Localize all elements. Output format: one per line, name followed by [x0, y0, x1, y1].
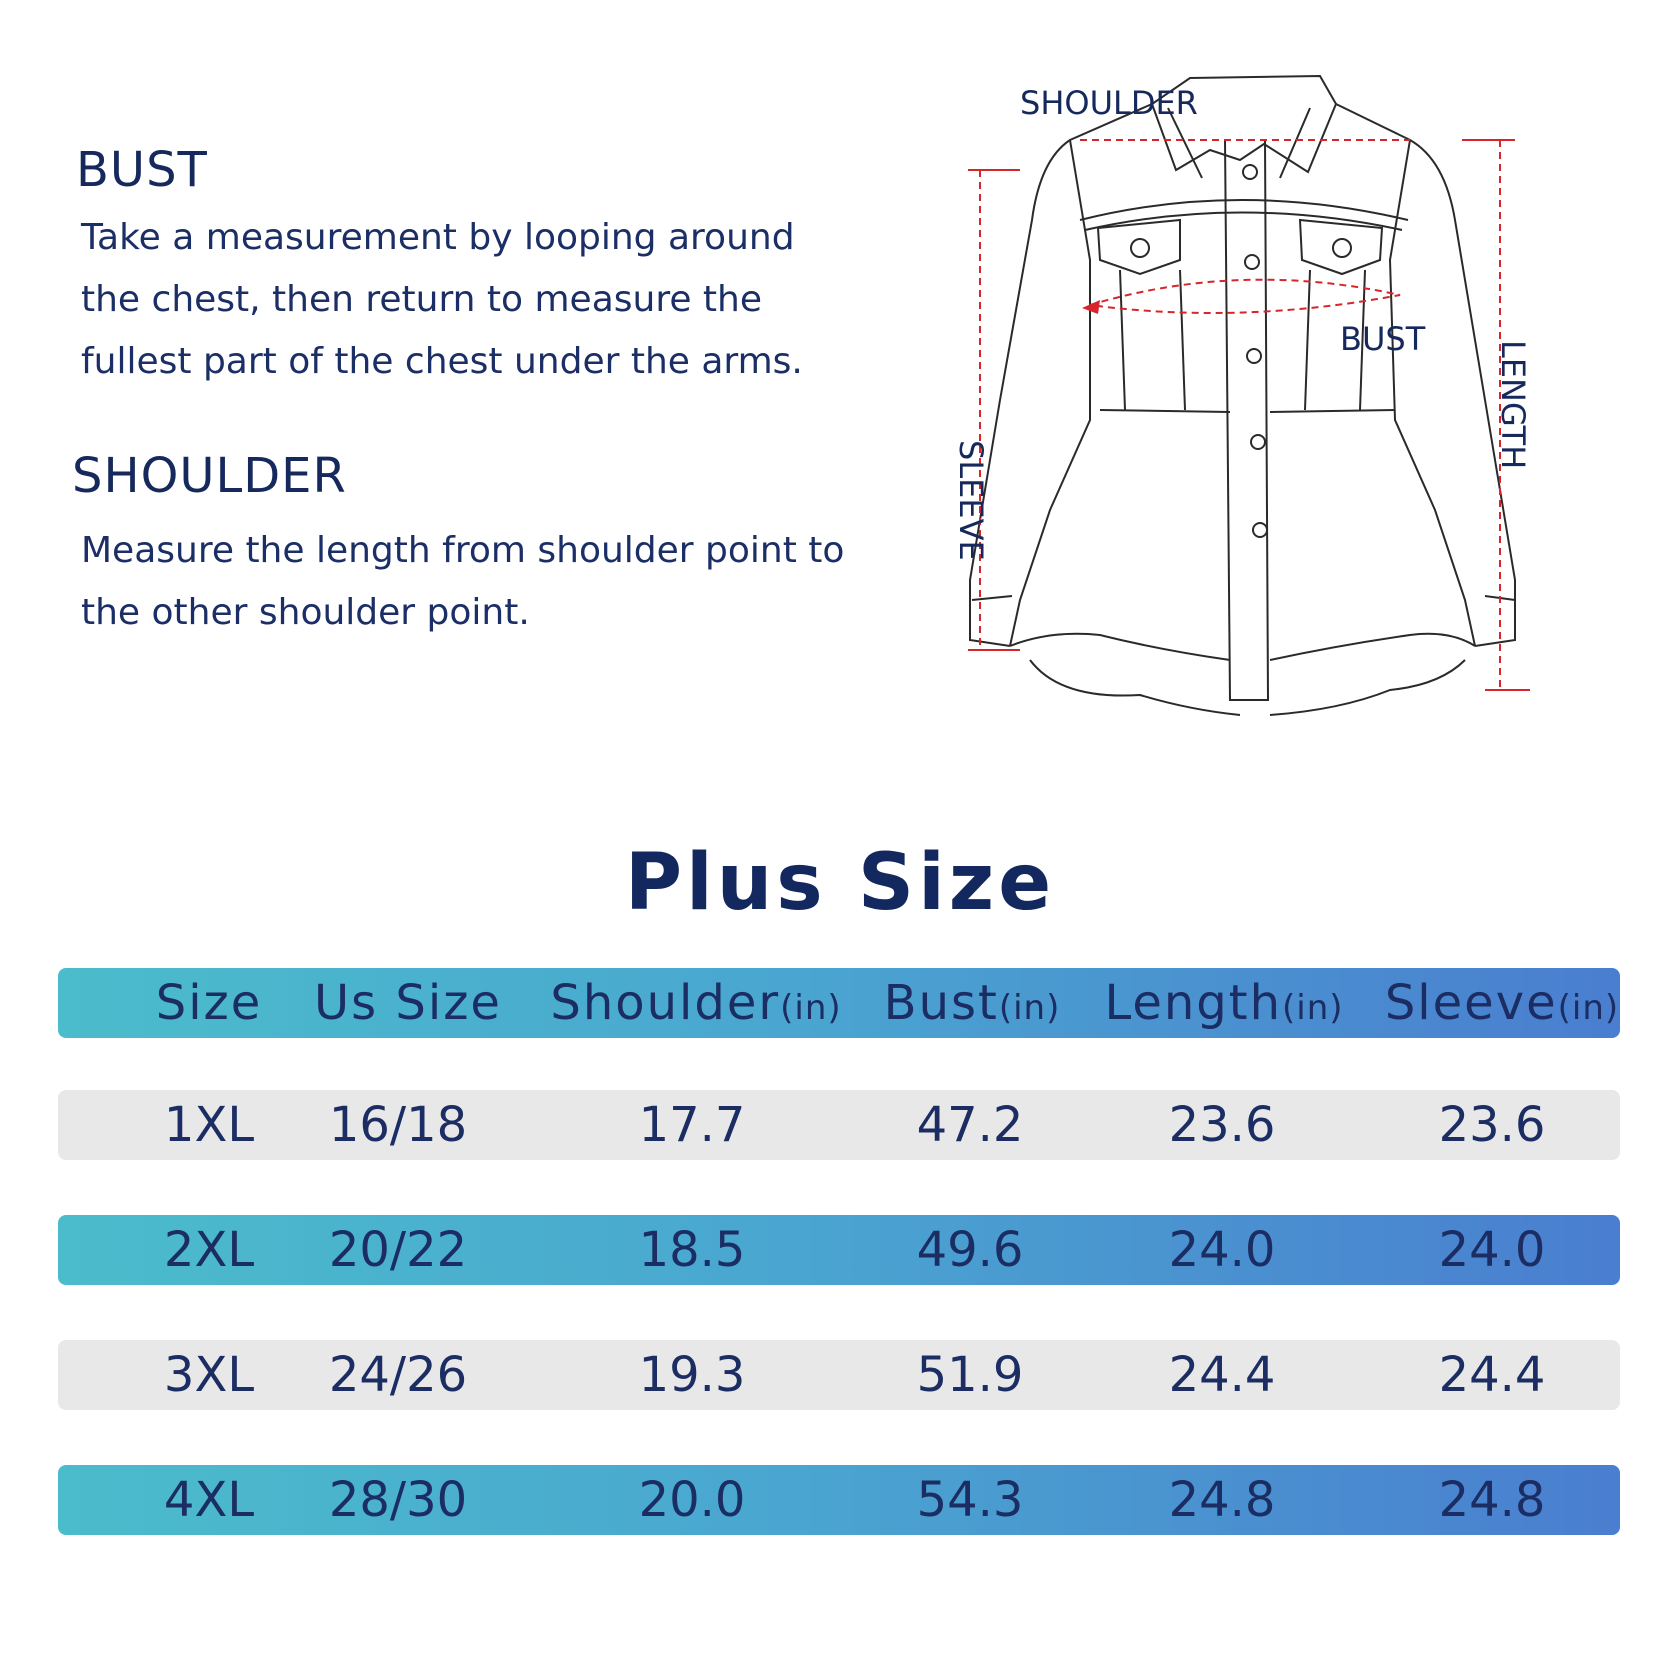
- table-cell: 54.3: [916, 1472, 1024, 1528]
- jacket-measurement-diagram: [940, 60, 1580, 760]
- table-header-row: [58, 968, 1620, 1038]
- jacket-outline: [970, 76, 1515, 715]
- header-label: Shoulder: [550, 975, 781, 1031]
- header-label: Us Size: [314, 975, 502, 1031]
- table-cell: 1XL: [163, 1097, 255, 1153]
- header-unit: (in): [780, 988, 842, 1028]
- header-cell: [884, 968, 1061, 1038]
- table-cell: 19.3: [638, 1347, 746, 1403]
- header-label: Size: [155, 975, 263, 1031]
- table-cell: 20/22: [328, 1222, 468, 1278]
- bust-title: BUST: [76, 142, 208, 198]
- header-unit: (in): [1282, 988, 1344, 1028]
- length-label: LENGTH: [1494, 340, 1532, 470]
- header-unit: (in): [998, 988, 1061, 1028]
- bust-label: BUST: [1340, 320, 1426, 358]
- shoulder-description: Measure the length from shoulder point to the other shoulder point.: [81, 530, 845, 633]
- size-table-title: Plus Size: [624, 838, 1056, 928]
- measurement-ticks: [968, 140, 1530, 690]
- header-cell: [1104, 968, 1343, 1038]
- table-cell: 51.9: [916, 1347, 1024, 1403]
- measurement-lines: [980, 140, 1500, 690]
- header-label: Sleeve: [1384, 975, 1558, 1031]
- table-cell: 24.4: [1438, 1347, 1546, 1403]
- shoulder-title: SHOULDER: [72, 448, 347, 504]
- table-cell: 47.2: [916, 1097, 1024, 1153]
- header-cell: [550, 968, 841, 1038]
- header-cell: [314, 968, 502, 1038]
- table-cell: 24/26: [328, 1347, 468, 1403]
- table-cell: 17.7: [638, 1097, 746, 1153]
- table-cell: 28/30: [328, 1472, 468, 1528]
- table-row: [58, 1465, 1620, 1535]
- shoulder-label: SHOULDER: [1020, 84, 1198, 122]
- bust-description: Take a measurement by looping around the chest, then return to measure the fullest part of the chest under the arms.: [81, 217, 803, 382]
- table-cell: 18.5: [638, 1222, 746, 1278]
- header-cell: [1385, 968, 1619, 1038]
- table-cell: 24.0: [1168, 1222, 1276, 1278]
- table-cell: 16/18: [328, 1097, 468, 1153]
- header-label: Bust: [883, 975, 999, 1031]
- sleeve-label: SLEEVE: [952, 440, 990, 561]
- table-cell: 24.8: [1168, 1472, 1276, 1528]
- table-cell: 2XL: [163, 1222, 255, 1278]
- table-cell: 23.6: [1438, 1097, 1546, 1153]
- header-unit: (in): [1557, 988, 1620, 1028]
- header-label: Length: [1104, 975, 1283, 1031]
- table-row: [58, 1215, 1620, 1285]
- table-cell: 24.0: [1438, 1222, 1546, 1278]
- table-cell: 24.8: [1438, 1472, 1546, 1528]
- table-cell: 20.0: [638, 1472, 746, 1528]
- table-row: [58, 1340, 1620, 1410]
- table-cell: 24.4: [1168, 1347, 1276, 1403]
- table-cell: 49.6: [916, 1222, 1024, 1278]
- table-cell: 4XL: [163, 1472, 255, 1528]
- table-cell: 23.6: [1168, 1097, 1276, 1153]
- header-cell: [156, 968, 263, 1038]
- table-row: [58, 1090, 1620, 1160]
- table-cell: 3XL: [163, 1347, 255, 1403]
